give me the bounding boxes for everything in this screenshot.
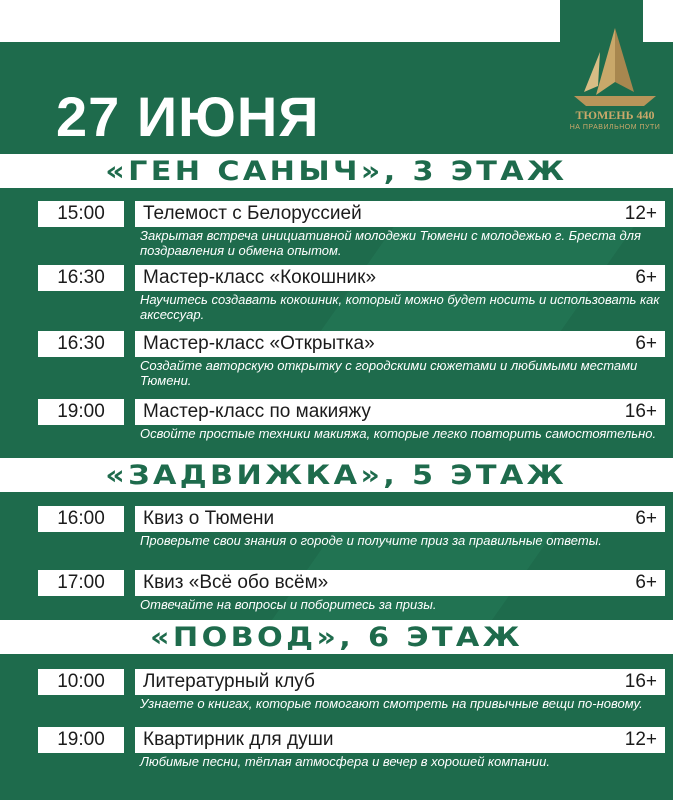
event-title-bar [135, 331, 665, 357]
event-time: 15:00 [38, 201, 124, 227]
event-title-bar [135, 669, 665, 695]
bg-white-stripe-top [0, 0, 560, 42]
event-title: Квартирник для души [143, 729, 334, 750]
section-header-povod [0, 620, 673, 654]
logo-slogan: НА ПРАВИЛЬНОМ ПУТИ [569, 124, 661, 131]
event-description: Научитесь создавать кокошник, который можно будет носить и использовать как аксессуар. [140, 292, 660, 322]
section-header-zadvizhka [0, 458, 673, 492]
event-time: 19:00 [38, 399, 124, 425]
event-time: 19:00 [38, 727, 124, 753]
event-item [0, 201, 673, 261]
section-title: «ПОВОД», 6 ЭТАЖ [149, 621, 523, 653]
event-item [0, 265, 673, 325]
age-rating: 6+ [635, 508, 657, 529]
event-item [0, 331, 673, 391]
event-description: Узнаете о книгах, которые помогают смотреть на привычные вещи по-новому. [140, 696, 643, 711]
section-title: «ГЕН САНЫЧ», 3 ЭТАЖ [105, 155, 568, 187]
event-item [0, 727, 673, 787]
event-description: Создайте авторскую открытку с городскими сюжетами и любимыми местами Тюмени. [140, 358, 638, 388]
event-title-bar [135, 201, 665, 227]
age-rating: 6+ [635, 572, 657, 593]
event-title-bar [135, 570, 665, 596]
age-rating: 6+ [635, 333, 657, 354]
event-time: 16:00 [38, 506, 124, 532]
event-time: 17:00 [38, 570, 124, 596]
event-title: Телемост с Белоруссией [143, 203, 362, 224]
event-title: Мастер-класс «Открытка» [143, 333, 375, 354]
event-item [0, 669, 673, 729]
event-title-bar [135, 265, 665, 291]
age-rating: 16+ [624, 401, 657, 422]
event-item [0, 506, 673, 566]
event-title: Квиз «Всё обо всём» [143, 572, 329, 593]
event-item [0, 399, 673, 459]
section-title: «ЗАДВИЖКА», 5 ЭТАЖ [105, 459, 568, 491]
event-title: Квиз о Тюмени [143, 508, 275, 529]
event-description: Отвечайте на вопросы и поборитесь за призы. [140, 597, 437, 612]
event-title-bar [135, 399, 665, 425]
city-logo [560, 20, 670, 140]
event-description: Проверьте свои знания о городе и получите приз за правильные ответы. [140, 533, 602, 548]
event-description: Любимые песни, тёплая атмосфера и вечер в хорошей компании. [140, 754, 550, 769]
section-header-gen-sanych [0, 154, 673, 188]
event-title-bar [135, 506, 665, 532]
event-title: Мастер-класс «Кокошник» [143, 267, 377, 288]
event-description: Освойте простые техники макияжа, которые легко повторить самостоятельно. [140, 426, 657, 441]
event-title-bar [135, 727, 665, 753]
event-title: Литературный клуб [143, 671, 315, 692]
age-rating: 6+ [635, 267, 657, 288]
logo-name: ТЮМЕНЬ 440 [575, 108, 655, 122]
event-time: 16:30 [38, 331, 124, 357]
age-rating: 16+ [624, 671, 657, 692]
event-time: 16:30 [38, 265, 124, 291]
age-rating: 12+ [624, 729, 657, 750]
age-rating: 12+ [624, 203, 657, 224]
event-title: Мастер-класс по макияжу [143, 401, 371, 422]
event-description: Закрытая встреча инициативной молодежи Тюмени с молодежью г. Бреста для поздравления и обмена опытом. [140, 228, 641, 258]
sail-logo-icon [560, 20, 670, 110]
page-date: 27 ИЮНЯ [56, 85, 320, 148]
event-time: 10:00 [38, 669, 124, 695]
